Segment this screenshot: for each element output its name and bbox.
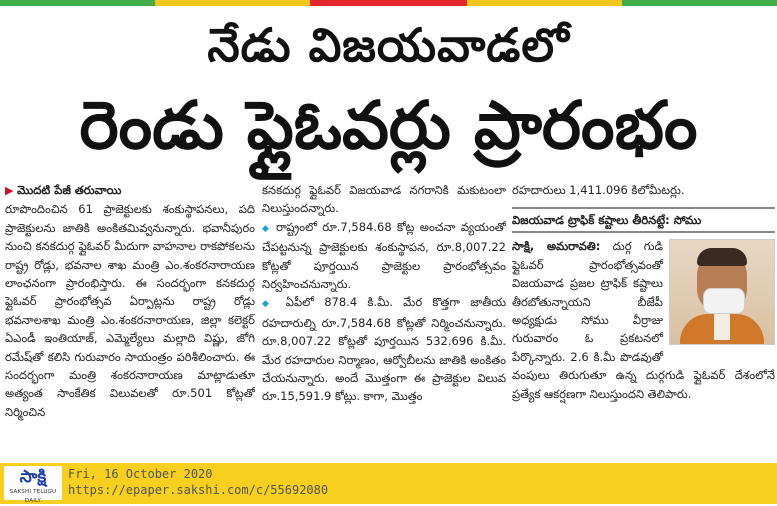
top-bar-segment [467,0,622,6]
sakshi-logo[interactable] [4,466,62,504]
paragraph: రూపొందించిన 61 ప్రాజెక్టులకు శంకుస్థాపనలు, పది ప్రాజెక్టులను జాతికి అంకితమివ్వనున్నారు. భవానీపురం నుంచి కనకదుర్గ ఫ్లైఓవర్ మీదుగా వాహనాల రాకపోకలను రాష్ట్ర రోడ్లు, భవనాల శాఖ మంత్రి ఎం.శంకరనారాయణ లాంఛనంగా ప్రారంభిస్తారు. ఈ సందర్భంగా కనకదుర్గ ఫ్లైఓవర్ ప్రారంభోత్సవ ఏర్పాట్లను రాష్ట్ర రోడ్లు భవనాలశాఖ మంత్రి ఎం.శంకరనారాయణ, జిల్లా కలెక్టర్ ఏఎండీ ఇంతియాజ్, ఎమ్మెల్యేలు మల్లాది విష్ణు, జోగి రమేష్‌తో కలిసి గురువారం సాయంత్రం పరిశీలించారు. ఈ సందర్భంగా మంత్రి శంకరనారాయణ మాట్లాడుతూ అత్యంత సాంకేతిక విలువలతో రూ.501 కోట్లతో నిర్మించిన [5,202,255,419]
bullet-paragraph: ఏపీలో 878.4 కి.మీ. మేర కొత్తగా జాతీయ రహదారుల్ని రూ.7,584.68 కోట్లతో నిర్మించనున్నారు. రూ.8,007.22 కోట్లతో పూర్తయిన 532.696 కి.మీ. మేర రహదారుల నిర్మాణం, ఆర్వోబీలను జాతికి అంకితం చేయనున్నారు. అందే మొత్తంగా ఈ ప్రాజెక్టుల విలువ రూ.15,591.9 కోట్లు. కాగా, మొత్తం [262,295,506,404]
top-bar-segment [310,0,467,6]
top-color-bar [0,0,777,8]
portrait-photo [669,239,775,345]
dateline: సాక్షి, అమరావతి: [512,239,601,254]
logo-subtext: SAKSHI TELUGU DAILY [9,489,57,504]
article-column-3 [512,181,775,461]
bullet-icon: ◆ [262,299,276,310]
continuation-kicker: మొదటి పేజీ తరువాయి [17,183,122,197]
top-bar-segment [155,0,310,6]
paragraph: కనకదుర్గ ఫ్లైఓవర్ విజయవాడ నగరానికి మకుటంలా నిలుస్తుందన్నారు. [262,183,506,216]
footer-bar [0,463,777,504]
sub-story-heading: విజయవాడ ట్రాఫిక్ కష్టాలు తీరినట్టే: సోము [512,207,775,233]
logo-wordmark: సాక్షి [19,467,47,487]
paragraph: రహదారులు 1,411.096 కిలోమీటర్లు. [512,183,685,197]
article-column-1 [5,181,255,461]
footer-info [68,466,328,498]
bullet-paragraph: రాష్ట్రంలో రూ.7,584.68 కోట్ల అంచనా వ్యయంతో చేపట్టనున్న ప్రాజెక్టులకు శంకుస్థాపన, రూ.8,007.22 కోట్లతో పూర్తయిన ప్రాజెక్టుల ప్రారంభోత్సవం నిర్వహించనున్నారు. [262,219,506,292]
top-bar-segment [0,0,155,6]
paragraph: దుర్గ గుడి ఫ్లైఓవర్ ప్రారంభోత్సవంతో విజయవాడ ప్రజల ట్రాఫిక్ కష్టాలు తీరబోతున్నాయని బీజేపీ అధ్యక్షుడు సోము వీర్రాజు గురువారం ఓ ప్రకటనలో పేర్కొన్నారు. 2.6 కి.మీ పొడవుతో వంపులు తిరుగుతూ ఉన్న దుర్గగుడి ఫ్లైఓవర్ దేశంలోనే ప్రత్యేక ఆకర్షణగా నిలుస్తుందని తెలిపారు. [512,239,775,401]
headline-line-1: నేడు విజయవాడలో [207,18,570,72]
article-column-2 [262,181,506,461]
edition-date: Fri, 16 October 2020 [68,467,213,481]
kicker-arrow-icon: ▶ [5,184,14,197]
bullet-icon: ◆ [262,223,271,234]
epaper-url-link[interactable]: https://epaper.sakshi.com/c/55692080 [68,483,329,497]
headline-line-2: రెండు ఫ్లైఓవర్లు ప్రారంభం [79,87,698,164]
top-bar-segment [622,0,777,6]
